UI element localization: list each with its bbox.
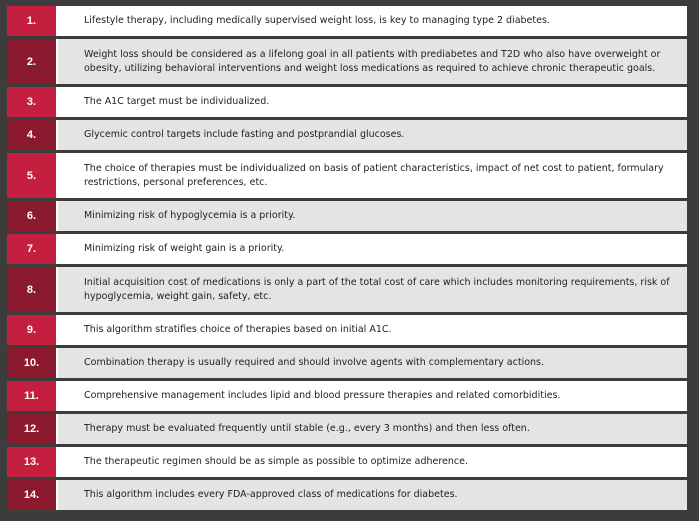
table-row (7, 381, 687, 411)
table-row (7, 153, 687, 198)
row-number: 14. (7, 480, 58, 510)
principles-table (7, 6, 687, 510)
table-row (7, 348, 687, 378)
row-number: 6. (7, 201, 58, 231)
row-number: 9. (7, 315, 58, 345)
row-text: Initial acquisition cost of medications is only a part of the total cost of care which includes monitoring requirements, risk of hypoglycemia, weight gain, safety, etc. (58, 267, 687, 312)
table-row (7, 201, 687, 231)
row-number: 7. (7, 234, 58, 264)
row-number: 2. (7, 39, 58, 84)
table-row (7, 234, 687, 264)
row-text: Comprehensive management includes lipid and blood pressure therapies and related comorbidities. (58, 381, 687, 411)
row-text: Minimizing risk of weight gain is a priority. (58, 234, 687, 264)
table-row (7, 120, 687, 150)
row-number: 8. (7, 267, 58, 312)
row-number: 12. (7, 414, 58, 444)
table-row (7, 6, 687, 36)
row-text: Combination therapy is usually required and should involve agents with complementary actions. (58, 348, 687, 378)
row-text: Therapy must be evaluated frequently until stable (e.g., every 3 months) and then less often. (58, 414, 687, 444)
table-row (7, 87, 687, 117)
row-text: Lifestyle therapy, including medically supervised weight loss, is key to managing type 2 diabetes. (58, 6, 687, 36)
row-number: 11. (7, 381, 58, 411)
row-number: 10. (7, 348, 58, 378)
row-text: This algorithm includes every FDA-approved class of medications for diabetes. (58, 480, 687, 510)
row-text: Glycemic control targets include fasting and postprandial glucoses. (58, 120, 687, 150)
row-text: The choice of therapies must be individualized on basis of patient characteristics, impact of net cost to patient, formulary restrictions, personal preferences, etc. (58, 153, 687, 198)
row-text: The A1C target must be individualized. (58, 87, 687, 117)
row-text: Minimizing risk of hypoglycemia is a priority. (58, 201, 687, 231)
row-number: 4. (7, 120, 58, 150)
row-text: The therapeutic regimen should be as simple as possible to optimize adherence. (58, 447, 687, 477)
row-text: Weight loss should be considered as a lifelong goal in all patients with prediabetes and T2D who also have overweight or obesity, utilizing behavioral interventions and weight loss medications as required to achieve chronic therapeutic goals. (58, 39, 687, 84)
table-row (7, 447, 687, 477)
row-number: 1. (7, 6, 58, 36)
row-number: 3. (7, 87, 58, 117)
row-number: 5. (7, 153, 58, 198)
table-row (7, 414, 687, 444)
table-row (7, 480, 687, 510)
row-text: This algorithm stratifies choice of therapies based on initial A1C. (58, 315, 687, 345)
table-row (7, 39, 687, 84)
table-row (7, 315, 687, 345)
row-number: 13. (7, 447, 58, 477)
table-row (7, 267, 687, 312)
